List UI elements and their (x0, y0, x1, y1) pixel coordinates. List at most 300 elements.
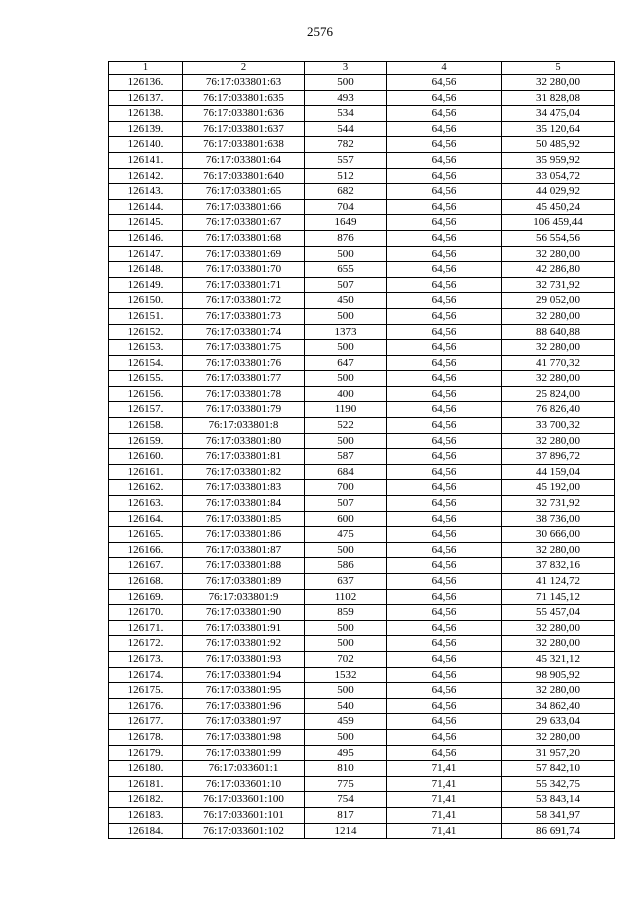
table-row (109, 761, 615, 777)
value-cell: 29 052,00 (502, 293, 615, 309)
area-cell: 500 (305, 75, 387, 91)
area-cell: 637 (305, 574, 387, 590)
rate-cell: 64,56 (387, 527, 502, 543)
value-cell: 53 843,14 (502, 792, 615, 808)
cadastral-number-cell: 76:17:033801:97 (183, 714, 305, 730)
value-cell: 37 832,16 (502, 558, 615, 574)
value-cell: 56 554,56 (502, 230, 615, 246)
table-row (109, 121, 615, 137)
cadastral-number-cell: 76:17:033801:98 (183, 729, 305, 745)
row-number-cell: 126143. (109, 184, 183, 200)
row-number-cell: 126137. (109, 90, 183, 106)
area-cell: 540 (305, 698, 387, 714)
table-row (109, 340, 615, 356)
cadastral-number-cell: 76:17:033601:1 (183, 761, 305, 777)
registry-table (108, 61, 615, 839)
cadastral-number-cell: 76:17:033601:102 (183, 823, 305, 839)
rate-cell: 71,41 (387, 823, 502, 839)
cadastral-number-cell: 76:17:033801:89 (183, 574, 305, 590)
area-cell: 507 (305, 277, 387, 293)
value-cell: 50 485,92 (502, 137, 615, 153)
cadastral-number-cell: 76:17:033801:640 (183, 168, 305, 184)
row-number-cell: 126155. (109, 371, 183, 387)
value-cell: 45 192,00 (502, 480, 615, 496)
area-cell: 544 (305, 121, 387, 137)
value-cell: 71 145,12 (502, 589, 615, 605)
rate-cell: 64,56 (387, 293, 502, 309)
cadastral-number-cell: 76:17:033801:80 (183, 433, 305, 449)
table-row (109, 402, 615, 418)
value-cell: 32 280,00 (502, 371, 615, 387)
area-cell: 500 (305, 433, 387, 449)
row-number-cell: 126149. (109, 277, 183, 293)
cadastral-number-cell: 76:17:033801:636 (183, 106, 305, 122)
rate-cell: 64,56 (387, 75, 502, 91)
row-number-cell: 126144. (109, 199, 183, 215)
cadastral-number-cell: 76:17:033801:91 (183, 620, 305, 636)
area-cell: 682 (305, 184, 387, 200)
value-cell: 32 280,00 (502, 683, 615, 699)
cadastral-number-cell: 76:17:033801:95 (183, 683, 305, 699)
column-header-1: 1 (109, 62, 183, 75)
table-row (109, 90, 615, 106)
value-cell: 32 731,92 (502, 496, 615, 512)
table-row (109, 527, 615, 543)
value-cell: 106 459,44 (502, 215, 615, 231)
cadastral-number-cell: 76:17:033801:81 (183, 449, 305, 465)
table-row (109, 230, 615, 246)
rate-cell: 64,56 (387, 262, 502, 278)
area-cell: 522 (305, 418, 387, 434)
table-row (109, 620, 615, 636)
area-cell: 400 (305, 386, 387, 402)
cadastral-number-cell: 76:17:033801:8 (183, 418, 305, 434)
cadastral-number-cell: 76:17:033801:74 (183, 324, 305, 340)
area-cell: 500 (305, 542, 387, 558)
area-cell: 782 (305, 137, 387, 153)
row-number-cell: 126159. (109, 433, 183, 449)
table-row (109, 589, 615, 605)
rate-cell: 64,56 (387, 199, 502, 215)
table-row (109, 464, 615, 480)
table-header-row (109, 62, 615, 75)
area-cell: 500 (305, 636, 387, 652)
value-cell: 44 029,92 (502, 184, 615, 200)
row-number-cell: 126147. (109, 246, 183, 262)
table-row (109, 293, 615, 309)
rate-cell: 64,56 (387, 651, 502, 667)
area-cell: 500 (305, 340, 387, 356)
rate-cell: 64,56 (387, 605, 502, 621)
row-number-cell: 126156. (109, 386, 183, 402)
area-cell: 1190 (305, 402, 387, 418)
value-cell: 58 341,97 (502, 807, 615, 823)
cadastral-number-cell: 76:17:033801:79 (183, 402, 305, 418)
table-row (109, 651, 615, 667)
cadastral-number-cell: 76:17:033801:72 (183, 293, 305, 309)
row-number-cell: 126175. (109, 683, 183, 699)
value-cell: 33 054,72 (502, 168, 615, 184)
cadastral-number-cell: 76:17:033801:70 (183, 262, 305, 278)
table-row (109, 184, 615, 200)
table-row (109, 355, 615, 371)
row-number-cell: 126169. (109, 589, 183, 605)
rate-cell: 64,56 (387, 433, 502, 449)
rate-cell: 64,56 (387, 386, 502, 402)
value-cell: 32 280,00 (502, 308, 615, 324)
row-number-cell: 126138. (109, 106, 183, 122)
row-number-cell: 126182. (109, 792, 183, 808)
value-cell: 32 280,00 (502, 433, 615, 449)
rate-cell: 64,56 (387, 90, 502, 106)
value-cell: 32 280,00 (502, 340, 615, 356)
table-row (109, 106, 615, 122)
row-number-cell: 126146. (109, 230, 183, 246)
cadastral-number-cell: 76:17:033801:66 (183, 199, 305, 215)
row-number-cell: 126161. (109, 464, 183, 480)
row-number-cell: 126148. (109, 262, 183, 278)
table-row (109, 199, 615, 215)
row-number-cell: 126140. (109, 137, 183, 153)
area-cell: 500 (305, 308, 387, 324)
row-number-cell: 126160. (109, 449, 183, 465)
row-number-cell: 126174. (109, 667, 183, 683)
area-cell: 600 (305, 511, 387, 527)
area-cell: 557 (305, 152, 387, 168)
table-row (109, 324, 615, 340)
cadastral-number-cell: 76:17:033801:71 (183, 277, 305, 293)
rate-cell: 71,41 (387, 776, 502, 792)
value-cell: 98 905,92 (502, 667, 615, 683)
table-row (109, 386, 615, 402)
rate-cell: 64,56 (387, 480, 502, 496)
rate-cell: 71,41 (387, 761, 502, 777)
value-cell: 32 280,00 (502, 75, 615, 91)
value-cell: 32 731,92 (502, 277, 615, 293)
rate-cell: 64,56 (387, 106, 502, 122)
cadastral-number-cell: 76:17:033801:63 (183, 75, 305, 91)
row-number-cell: 126171. (109, 620, 183, 636)
row-number-cell: 126145. (109, 215, 183, 231)
cadastral-number-cell: 76:17:033801:87 (183, 542, 305, 558)
table-row (109, 558, 615, 574)
cadastral-number-cell: 76:17:033801:85 (183, 511, 305, 527)
row-number-cell: 126181. (109, 776, 183, 792)
cadastral-number-cell: 76:17:033801:637 (183, 121, 305, 137)
area-cell: 500 (305, 620, 387, 636)
area-cell: 684 (305, 464, 387, 480)
row-number-cell: 126179. (109, 745, 183, 761)
area-cell: 512 (305, 168, 387, 184)
row-number-cell: 126177. (109, 714, 183, 730)
rate-cell: 64,56 (387, 683, 502, 699)
value-cell: 29 633,04 (502, 714, 615, 730)
rate-cell: 64,56 (387, 698, 502, 714)
row-number-cell: 126142. (109, 168, 183, 184)
rate-cell: 64,56 (387, 168, 502, 184)
rate-cell: 64,56 (387, 121, 502, 137)
value-cell: 30 666,00 (502, 527, 615, 543)
row-number-cell: 126136. (109, 75, 183, 91)
cadastral-number-cell: 76:17:033601:101 (183, 807, 305, 823)
row-number-cell: 126165. (109, 527, 183, 543)
value-cell: 35 959,92 (502, 152, 615, 168)
value-cell: 31 828,08 (502, 90, 615, 106)
rate-cell: 64,56 (387, 137, 502, 153)
rate-cell: 71,41 (387, 792, 502, 808)
cadastral-number-cell: 76:17:033801:84 (183, 496, 305, 512)
table-row (109, 714, 615, 730)
table-row (109, 433, 615, 449)
row-number-cell: 126166. (109, 542, 183, 558)
value-cell: 33 700,32 (502, 418, 615, 434)
area-cell: 493 (305, 90, 387, 106)
value-cell: 32 280,00 (502, 636, 615, 652)
table-row (109, 277, 615, 293)
area-cell: 500 (305, 246, 387, 262)
area-cell: 876 (305, 230, 387, 246)
cadastral-number-cell: 76:17:033801:64 (183, 152, 305, 168)
row-number-cell: 126139. (109, 121, 183, 137)
row-number-cell: 126178. (109, 729, 183, 745)
value-cell: 32 280,00 (502, 246, 615, 262)
area-cell: 1649 (305, 215, 387, 231)
rate-cell: 64,56 (387, 464, 502, 480)
area-cell: 702 (305, 651, 387, 667)
value-cell: 34 862,40 (502, 698, 615, 714)
rate-cell: 64,56 (387, 355, 502, 371)
column-header-5: 5 (502, 62, 615, 75)
table-body (109, 75, 615, 839)
table-row (109, 574, 615, 590)
table-row (109, 542, 615, 558)
area-cell: 450 (305, 293, 387, 309)
rate-cell: 64,56 (387, 184, 502, 200)
area-cell: 647 (305, 355, 387, 371)
cadastral-number-cell: 76:17:033801:93 (183, 651, 305, 667)
table-row (109, 667, 615, 683)
table-row (109, 511, 615, 527)
table-row (109, 137, 615, 153)
cadastral-number-cell: 76:17:033801:68 (183, 230, 305, 246)
rate-cell: 64,56 (387, 246, 502, 262)
table-row (109, 418, 615, 434)
row-number-cell: 126167. (109, 558, 183, 574)
rate-cell: 64,56 (387, 152, 502, 168)
value-cell: 32 280,00 (502, 542, 615, 558)
value-cell: 55 457,04 (502, 605, 615, 621)
table-row (109, 449, 615, 465)
area-cell: 586 (305, 558, 387, 574)
table-row (109, 215, 615, 231)
area-cell: 775 (305, 776, 387, 792)
value-cell: 86 691,74 (502, 823, 615, 839)
cadastral-number-cell: 76:17:033801:78 (183, 386, 305, 402)
table-row (109, 807, 615, 823)
page-number: 2576 (307, 24, 333, 39)
cadastral-number-cell: 76:17:033801:67 (183, 215, 305, 231)
row-number-cell: 126184. (109, 823, 183, 839)
row-number-cell: 126141. (109, 152, 183, 168)
value-cell: 55 342,75 (502, 776, 615, 792)
value-cell: 35 120,64 (502, 121, 615, 137)
cadastral-number-cell: 76:17:033801:88 (183, 558, 305, 574)
rate-cell: 64,56 (387, 308, 502, 324)
row-number-cell: 126180. (109, 761, 183, 777)
row-number-cell: 126153. (109, 340, 183, 356)
area-cell: 500 (305, 371, 387, 387)
rate-cell: 64,56 (387, 714, 502, 730)
row-number-cell: 126172. (109, 636, 183, 652)
table-row (109, 308, 615, 324)
cadastral-number-cell: 76:17:033801:92 (183, 636, 305, 652)
area-cell: 859 (305, 605, 387, 621)
row-number-cell: 126164. (109, 511, 183, 527)
cadastral-number-cell: 76:17:033801:9 (183, 589, 305, 605)
area-cell: 507 (305, 496, 387, 512)
value-cell: 57 842,10 (502, 761, 615, 777)
area-cell: 1214 (305, 823, 387, 839)
rate-cell: 64,56 (387, 667, 502, 683)
cadastral-number-cell: 76:17:033601:10 (183, 776, 305, 792)
table-row (109, 823, 615, 839)
cadastral-number-cell: 76:17:033801:83 (183, 480, 305, 496)
area-cell: 500 (305, 729, 387, 745)
table-row (109, 480, 615, 496)
column-header-4: 4 (387, 62, 502, 75)
column-header-3: 3 (305, 62, 387, 75)
table-row (109, 262, 615, 278)
value-cell: 31 957,20 (502, 745, 615, 761)
table-row (109, 371, 615, 387)
cadastral-number-cell: 76:17:033801:65 (183, 184, 305, 200)
value-cell: 41 770,32 (502, 355, 615, 371)
cadastral-number-cell: 76:17:033801:94 (183, 667, 305, 683)
rate-cell: 64,56 (387, 511, 502, 527)
value-cell: 25 824,00 (502, 386, 615, 402)
row-number-cell: 126183. (109, 807, 183, 823)
value-cell: 42 286,80 (502, 262, 615, 278)
row-number-cell: 126168. (109, 574, 183, 590)
rate-cell: 64,56 (387, 558, 502, 574)
value-cell: 45 321,12 (502, 651, 615, 667)
cadastral-number-cell: 76:17:033801:90 (183, 605, 305, 621)
rate-cell: 64,56 (387, 215, 502, 231)
rate-cell: 64,56 (387, 449, 502, 465)
value-cell: 34 475,04 (502, 106, 615, 122)
rate-cell: 64,56 (387, 496, 502, 512)
rate-cell: 64,56 (387, 574, 502, 590)
area-cell: 700 (305, 480, 387, 496)
value-cell: 32 280,00 (502, 620, 615, 636)
rate-cell: 64,56 (387, 277, 502, 293)
rate-cell: 64,56 (387, 745, 502, 761)
area-cell: 459 (305, 714, 387, 730)
area-cell: 500 (305, 683, 387, 699)
row-number-cell: 126157. (109, 402, 183, 418)
table-row (109, 152, 615, 168)
table-row (109, 683, 615, 699)
row-number-cell: 126162. (109, 480, 183, 496)
area-cell: 1102 (305, 589, 387, 605)
table-row (109, 745, 615, 761)
area-cell: 495 (305, 745, 387, 761)
rate-cell: 71,41 (387, 807, 502, 823)
rate-cell: 64,56 (387, 418, 502, 434)
row-number-cell: 126163. (109, 496, 183, 512)
cadastral-number-cell: 76:17:033801:96 (183, 698, 305, 714)
area-cell: 754 (305, 792, 387, 808)
table-row (109, 636, 615, 652)
area-cell: 534 (305, 106, 387, 122)
row-number-cell: 126173. (109, 651, 183, 667)
cadastral-number-cell: 76:17:033801:638 (183, 137, 305, 153)
value-cell: 41 124,72 (502, 574, 615, 590)
row-number-cell: 126151. (109, 308, 183, 324)
cadastral-number-cell: 76:17:033801:86 (183, 527, 305, 543)
area-cell: 1373 (305, 324, 387, 340)
rate-cell: 64,56 (387, 636, 502, 652)
value-cell: 76 826,40 (502, 402, 615, 418)
value-cell: 45 450,24 (502, 199, 615, 215)
cadastral-number-cell: 76:17:033801:77 (183, 371, 305, 387)
table-row (109, 605, 615, 621)
rate-cell: 64,56 (387, 230, 502, 246)
cadastral-number-cell: 76:17:033801:69 (183, 246, 305, 262)
cadastral-number-cell: 76:17:033801:73 (183, 308, 305, 324)
value-cell: 88 640,88 (502, 324, 615, 340)
area-cell: 810 (305, 761, 387, 777)
row-number-cell: 126150. (109, 293, 183, 309)
table-row (109, 776, 615, 792)
row-number-cell: 126158. (109, 418, 183, 434)
row-number-cell: 126176. (109, 698, 183, 714)
rate-cell: 64,56 (387, 340, 502, 356)
table-row (109, 246, 615, 262)
cadastral-number-cell: 76:17:033801:76 (183, 355, 305, 371)
row-number-cell: 126154. (109, 355, 183, 371)
column-header-2: 2 (183, 62, 305, 75)
rate-cell: 64,56 (387, 620, 502, 636)
value-cell: 37 896,72 (502, 449, 615, 465)
table-row (109, 729, 615, 745)
cadastral-number-cell: 76:17:033801:99 (183, 745, 305, 761)
rate-cell: 64,56 (387, 589, 502, 605)
cadastral-number-cell: 76:17:033801:635 (183, 90, 305, 106)
row-number-cell: 126170. (109, 605, 183, 621)
area-cell: 475 (305, 527, 387, 543)
cadastral-number-cell: 76:17:033601:100 (183, 792, 305, 808)
row-number-cell: 126152. (109, 324, 183, 340)
rate-cell: 64,56 (387, 371, 502, 387)
area-cell: 655 (305, 262, 387, 278)
rate-cell: 64,56 (387, 729, 502, 745)
value-cell: 32 280,00 (502, 729, 615, 745)
area-cell: 587 (305, 449, 387, 465)
area-cell: 817 (305, 807, 387, 823)
cadastral-number-cell: 76:17:033801:75 (183, 340, 305, 356)
table-row (109, 496, 615, 512)
cadastral-number-cell: 76:17:033801:82 (183, 464, 305, 480)
rate-cell: 64,56 (387, 324, 502, 340)
table-row (109, 75, 615, 91)
table-row (109, 698, 615, 714)
area-cell: 704 (305, 199, 387, 215)
area-cell: 1532 (305, 667, 387, 683)
value-cell: 44 159,04 (502, 464, 615, 480)
table-row (109, 168, 615, 184)
rate-cell: 64,56 (387, 542, 502, 558)
